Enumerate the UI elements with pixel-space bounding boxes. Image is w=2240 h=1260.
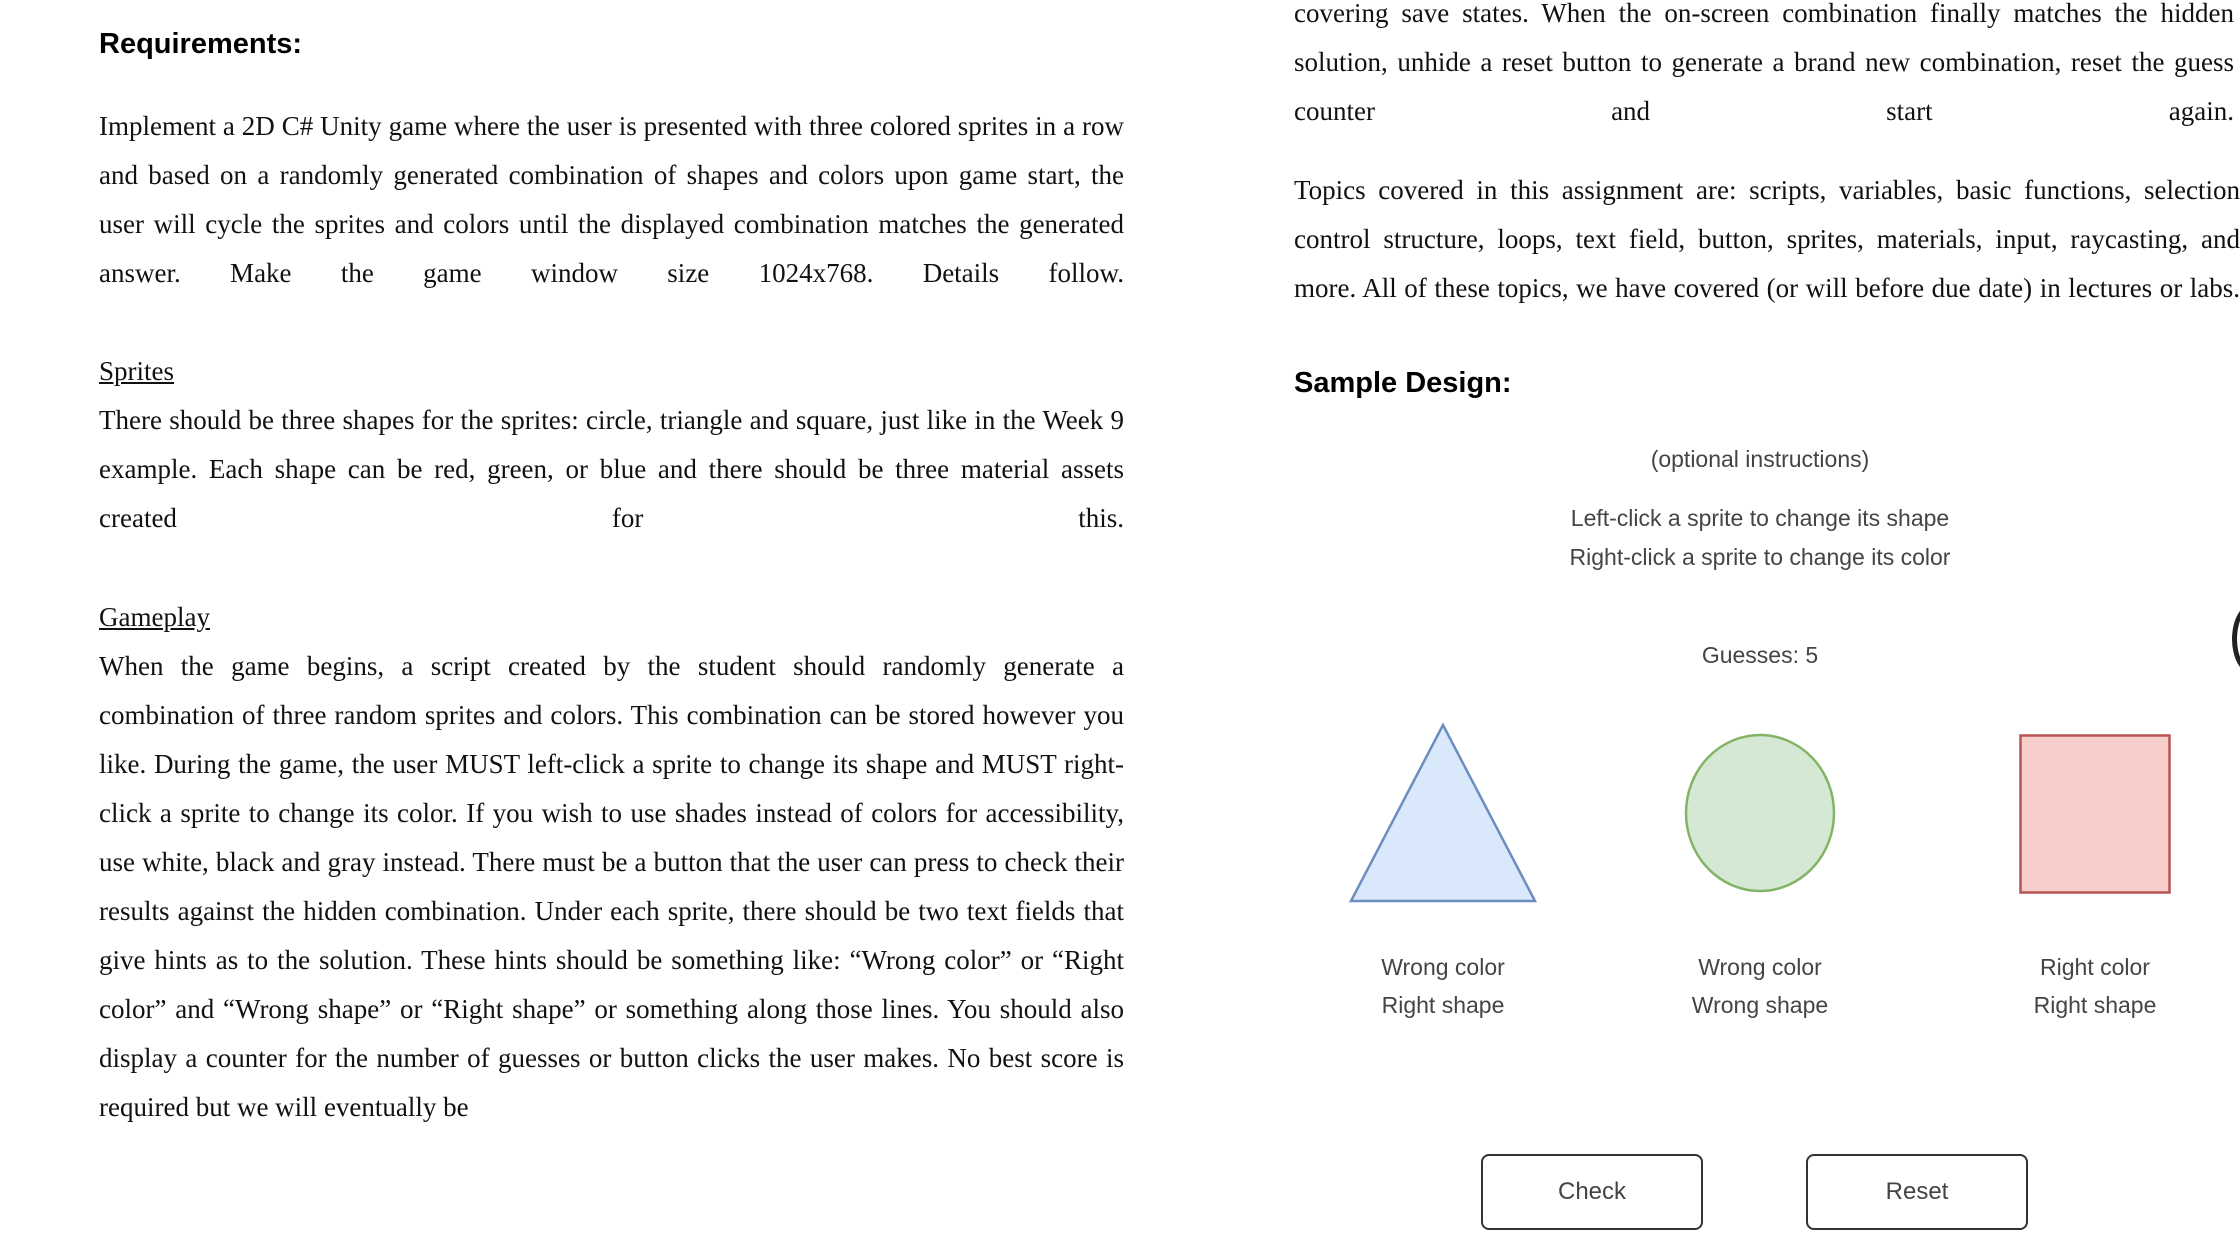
circle-shape[interactable] xyxy=(1686,735,1834,891)
edge-circle-fragment xyxy=(2232,604,2240,674)
square-shape[interactable] xyxy=(2021,736,2170,893)
topics-paragraph: Topics covered in this assignment are: scripts, variables, basic functions, selection control structure, loops, text field, button, sprites, materials, input, raycasting, and more. All of these topics, we have covered (or will before due date) in lectures or labs. xyxy=(1294,175,2240,303)
requirements-heading: Requirements: xyxy=(99,28,303,60)
circle-shape-hint: Wrong shape xyxy=(1691,992,1829,1018)
circle-color-hint: Wrong color xyxy=(1698,954,1822,980)
guesses-counter: Guesses: 5 xyxy=(1701,642,1819,668)
circle-sprite[interactable] xyxy=(1684,733,1836,893)
sample-design-heading: Sample Design: xyxy=(1294,367,1512,399)
gameplay-subheading: Gameplay xyxy=(99,602,210,632)
triangle-shape[interactable] xyxy=(1351,725,1535,901)
triangle-sprite[interactable] xyxy=(1348,722,1538,904)
gameplay-paragraph: When the game begins, a script created by the student should randomly generate a combination of three random sprites and colors. This combination can be stored however you like. During the game, the user MUST left-click a sprite to change its shape and MUST right-click a sprite to change its color. If you wish to use shades instead of colors for accessibility, use white, black and gray instead. There must be a button that the user can press to check their results against the hidden combination. Under each sprite, there should be two text fields that give hints as to the solution. These hints should be something like: “Wrong color” or “Right color” and “Wrong shape” or “Right shape” or something along those lines. You should also display a counter for the number of guesses or button clicks the user makes. No best score is required but we will eventually be xyxy=(99,651,1124,1122)
optional-instructions-label: (optional instructions) xyxy=(1650,446,1870,472)
check-button[interactable]: Check xyxy=(1481,1154,1703,1230)
square-shape-hint: Right shape xyxy=(2033,992,2157,1018)
intro-paragraph: Implement a 2D C# Unity game where the user is presented with three colored sprites in a row and based on a randomly generated combination of shapes and colors upon game start, the user will cycle the sprites and colors until the displayed combination matches the generated answer. Make the game window size 1024x768. Details follow. xyxy=(99,111,1124,288)
reset-button[interactable]: Reset xyxy=(1806,1154,2028,1230)
triangle-shape-hint: Right shape xyxy=(1381,992,1505,1018)
instruction-right-click: Right-click a sprite to change its color xyxy=(1569,544,1951,570)
square-color-hint: Right color xyxy=(2040,954,2150,980)
sprites-subheading: Sprites xyxy=(99,356,175,386)
instruction-left-click: Left-click a sprite to change its shape xyxy=(1570,505,1950,531)
triangle-color-hint: Wrong color xyxy=(1381,954,1505,980)
sprites-paragraph: There should be three shapes for the sprites: circle, triangle and square, just like in the Week 9 example. Each shape can be red, green, or blue and there should be three material assets created for this. xyxy=(99,405,1124,533)
continued-paragraph: covering save states. When the on-screen combination finally matches the hidden solution, unhide a reset button to generate a brand new combination, reset the guess counter and start again. xyxy=(1294,0,2234,126)
square-sprite[interactable] xyxy=(2019,734,2171,894)
